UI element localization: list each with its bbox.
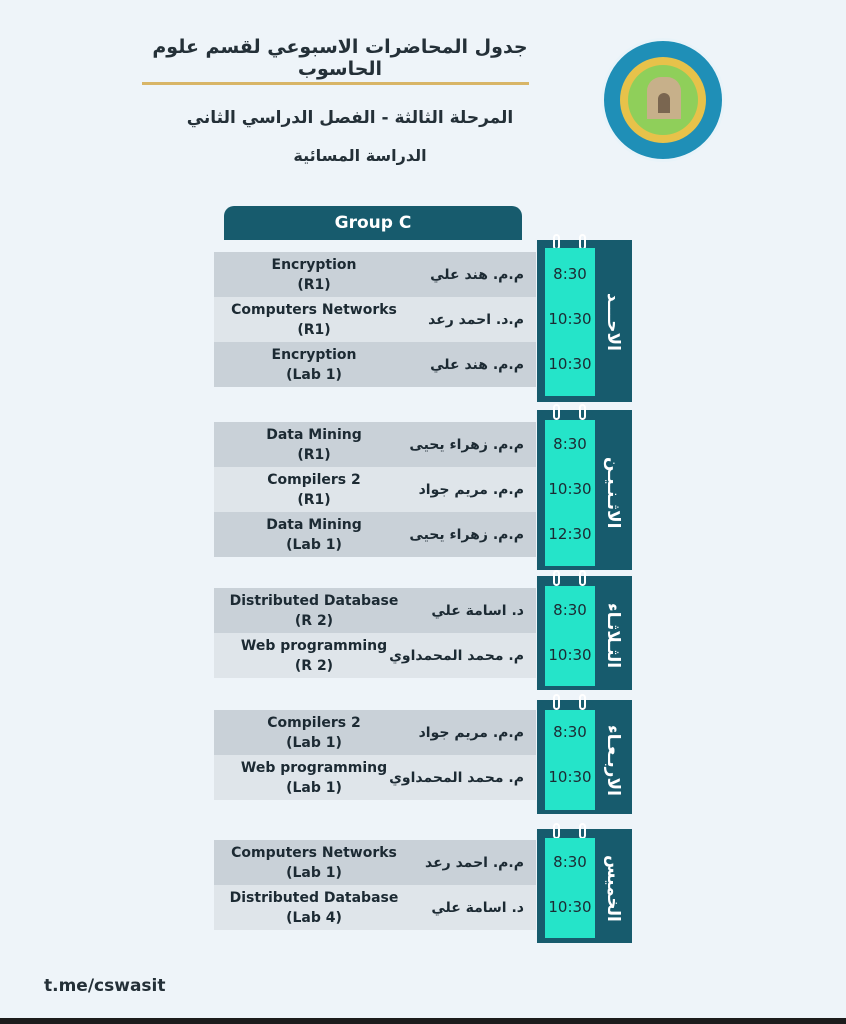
time-column [545, 420, 595, 566]
telegram-link[interactable]: t.me/cswasit [44, 976, 166, 996]
lecture-time: 8:30 [553, 853, 587, 871]
lecture-row [214, 342, 536, 387]
course-room: (Lab 4) [286, 909, 342, 926]
lecture-row [214, 297, 536, 342]
lecture-row [214, 633, 536, 678]
course-title: Distributed Database [229, 592, 399, 609]
lecture-rows [214, 252, 536, 387]
lecture-rows [214, 710, 536, 800]
course-room: (Lab 1) [286, 864, 342, 881]
teacher-name: م.د. احمد رعد [428, 311, 524, 328]
lecture-time: 8:30 [553, 265, 587, 283]
course-name [214, 342, 414, 387]
course-name [214, 512, 414, 557]
course-name [214, 840, 414, 885]
calendar-ring-icon [553, 823, 560, 839]
course-name [214, 467, 414, 512]
lecture-time: 8:30 [553, 601, 587, 619]
lecture-time: 10:30 [548, 768, 592, 786]
day-name: الاحـــد [603, 293, 623, 351]
course-title: Compilers 2 [267, 714, 361, 731]
group-label: Group C [224, 206, 522, 240]
course-name [214, 422, 414, 467]
lecture-rows [214, 422, 536, 557]
calendar-ring-icon [579, 694, 586, 710]
lecture-row [214, 252, 536, 297]
lecture-time: 8:30 [553, 435, 587, 453]
lecture-time: 12:30 [548, 525, 592, 543]
lecture-time: 10:30 [548, 898, 592, 916]
day-name: الثـلاثـاء [603, 603, 623, 669]
lecture-row [214, 512, 536, 557]
course-room: (R1) [297, 321, 331, 338]
course-room: (R1) [297, 276, 331, 293]
teacher-name: م.م. زهراء يحيى [409, 436, 524, 453]
course-room: (R 2) [294, 657, 334, 674]
calendar-ring-icon [579, 404, 586, 420]
lecture-time: 10:30 [548, 480, 592, 498]
teacher-name: د. اسامة علي [431, 899, 524, 916]
time-column [545, 586, 595, 686]
course-name [214, 588, 414, 633]
course-title: Data Mining [266, 426, 362, 443]
calendar-ring-icon [553, 570, 560, 586]
course-room: (R1) [297, 491, 331, 508]
course-name [214, 252, 414, 297]
course-title: Distributed Database [229, 889, 399, 906]
calendar-ring-icon [553, 404, 560, 420]
lecture-time: 10:30 [548, 310, 592, 328]
day-label [598, 248, 628, 396]
college-logo [601, 38, 725, 162]
day-name: الاربـعـاء [603, 724, 623, 796]
lecture-rows [214, 840, 536, 930]
lecture-row [214, 422, 536, 467]
course-room: (Lab 1) [286, 536, 342, 553]
teacher-name: م.م. هند علي [430, 266, 524, 283]
course-name [214, 885, 414, 930]
teacher-name: م.م. مريم جواد [418, 724, 524, 741]
teacher-name: م.م. زهراء يحيى [409, 526, 524, 543]
course-title: Web programming [240, 637, 388, 654]
course-name [214, 710, 414, 755]
day-label [598, 420, 628, 566]
course-room: (R 2) [294, 612, 334, 629]
teacher-name: م. محمد المحمداوي [389, 769, 524, 786]
lecture-time: 8:30 [553, 723, 587, 741]
calendar-ring-icon [579, 570, 586, 586]
lecture-row [214, 467, 536, 512]
course-title: Compilers 2 [267, 471, 361, 488]
course-room: (Lab 1) [286, 734, 342, 751]
time-column [545, 838, 595, 938]
lecture-row [214, 885, 536, 930]
lecture-row [214, 840, 536, 885]
day-name: الخميس [603, 854, 623, 922]
course-title: Encryption [271, 256, 357, 273]
course-title: Computers Networks [231, 301, 397, 318]
bottom-border [0, 1018, 846, 1024]
lecture-time: 10:30 [548, 646, 592, 664]
lecture-time: 10:30 [548, 355, 592, 373]
teacher-name: م.م. مريم جواد [418, 481, 524, 498]
day-label [598, 586, 628, 686]
day-label [598, 710, 628, 810]
calendar-ring-icon [553, 694, 560, 710]
course-title: Data Mining [266, 516, 362, 533]
lecture-row [214, 755, 536, 800]
teacher-name: م.م. هند علي [430, 356, 524, 373]
title-divider [142, 82, 529, 85]
stage-subtitle: المرحلة الثالثة - الفصل الدراسي الثاني [186, 108, 514, 128]
lecture-row [214, 588, 536, 633]
page-title: جدول المحاضرات الاسبوعي لقسم علوم الحاسوب [152, 36, 528, 80]
course-title: Encryption [271, 346, 357, 363]
course-room: (Lab 1) [286, 366, 342, 383]
course-room: (R1) [297, 446, 331, 463]
course-name [214, 297, 414, 342]
day-name: الاثـنـيـن [603, 457, 623, 529]
time-column [545, 710, 595, 810]
lecture-rows [214, 588, 536, 678]
time-column [545, 248, 595, 396]
study-type-subtitle: الدراسة المسائية [293, 146, 427, 165]
lecture-row [214, 710, 536, 755]
calendar-ring-icon [579, 823, 586, 839]
course-name [214, 633, 414, 678]
day-label [598, 838, 628, 938]
teacher-name: م. محمد المحمداوي [389, 647, 524, 664]
course-room: (Lab 1) [286, 779, 342, 796]
course-name [214, 755, 414, 800]
teacher-name: م.م. احمد رعد [425, 854, 524, 871]
course-title: Computers Networks [231, 844, 397, 861]
course-title: Web programming [240, 759, 388, 776]
teacher-name: د. اسامة علي [431, 602, 524, 619]
